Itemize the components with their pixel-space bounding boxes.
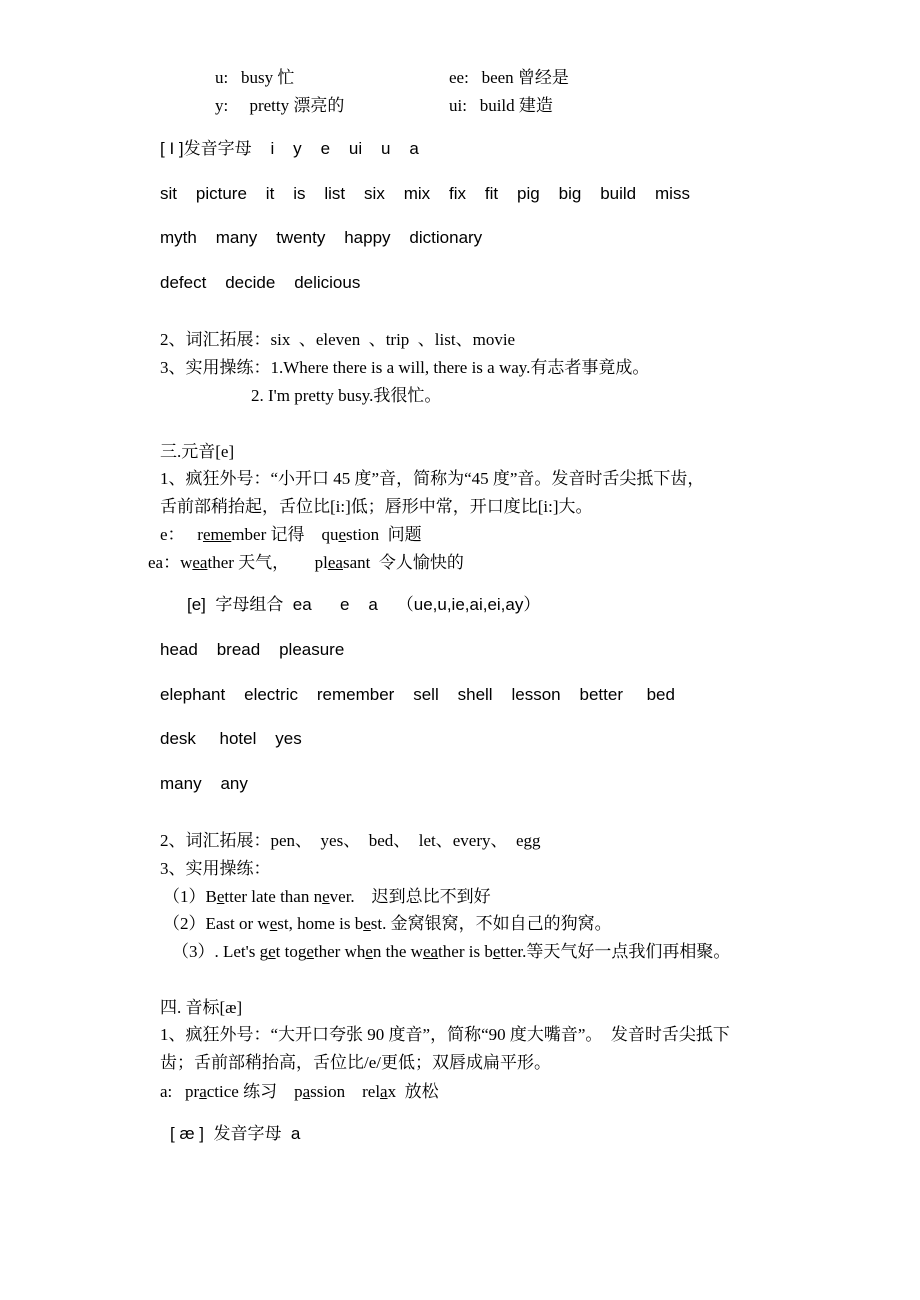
e-word-row-3: desk hotel yes xyxy=(160,729,302,748)
i-word-row-1: sit picture it is list six mix fix fit pig big build miss xyxy=(160,184,690,203)
e-practice-2: （2）East or west, home is best. 金窝银窝，不如自己的狗窝。 xyxy=(163,914,612,933)
e-letter-combinations: [e] 字母组合 ea e a （ue,u,ie,ai,ei,ay） xyxy=(187,595,541,614)
e-example-line: e： remember 记得 question 问题 xyxy=(160,525,422,544)
ae-example-line: a: practice 练习 passion relax 放松 xyxy=(160,1082,439,1101)
e-description-line-1: 1、疯狂外号：“小开口 45 度”音，简称为“45 度”音。发音时舌尖抵下齿， xyxy=(160,469,705,488)
e-word-row-4: many any xyxy=(160,774,248,793)
ae-section-title: 四. 音标[æ] xyxy=(160,998,243,1017)
e-word-row-2: elephant electric remember sell shell lesson better bed xyxy=(160,685,675,704)
pair-y-pretty: y: pretty 漂亮的 xyxy=(215,96,345,115)
i-letters-heading: [ I ]发音字母 i y e ui u a xyxy=(160,139,419,158)
ae-description-line-2: 齿；舌前部稍抬高，舌位比/e/更低；双唇成扁平形。 xyxy=(160,1053,551,1072)
pair-ee-been: ee: been 曾经是 xyxy=(449,68,569,87)
ea-example-line: ea：weather 天气， pleasant 令人愉快的 xyxy=(148,553,464,572)
e-practice-1: （1）Better late than never. 迟到总比不到好 xyxy=(163,887,491,906)
e-practice-3: （3）. Let's get together when the weather is better.等天气好一点我们再相聚。 xyxy=(172,942,731,961)
i-practice-2: 2. I'm pretty busy.我很忙。 xyxy=(251,386,442,405)
pair-u-busy: u: busy 忙 xyxy=(215,68,295,87)
ae-letters: [ æ ] 发音字母 a xyxy=(170,1124,301,1143)
e-practice-title: 3、实用操练： xyxy=(160,859,271,878)
ae-description-line-1: 1、疯狂外号：“大开口夸张 90 度音”，简称“90 度大嘴音”。 发音时舌尖抵下 xyxy=(160,1025,730,1044)
i-word-row-3: defect decide delicious xyxy=(160,273,361,292)
e-description-line-2: 舌前部稍抬起，舌位比[i:]低；唇形中常，开口度比[i:]大。 xyxy=(160,497,593,516)
e-vocab-extension: 2、词汇拓展：pen、 yes、 bed、 let、every、 egg xyxy=(160,831,541,850)
i-practice-1: 3、实用操练：1.Where there is a will, there is a way.有志者事竟成。 xyxy=(160,358,650,377)
e-section-title: 三.元音[e] xyxy=(160,442,235,461)
e-word-row-1: head bread pleasure xyxy=(160,640,345,659)
i-word-row-2: myth many twenty happy dictionary xyxy=(160,228,483,247)
pair-ui-build: ui: build 建造 xyxy=(449,96,553,115)
i-vocab-extension: 2、词汇拓展：six 、eleven 、trip 、list、movie xyxy=(160,330,516,349)
